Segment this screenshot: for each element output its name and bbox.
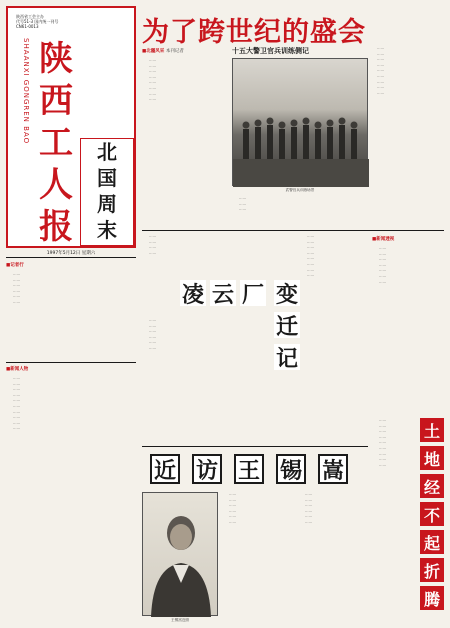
story3-body-2: …… …… …… …… …… …… [305, 492, 313, 524]
column-name-char: 国 [97, 166, 117, 190]
center-right-body: …… …… …… …… …… …… …… …… [307, 234, 315, 278]
headline-char: 折 [423, 561, 440, 581]
lead-body-right: …… …… …… …… …… …… …… …… …… [377, 46, 385, 95]
right-section-label: 新闻透视 [376, 237, 395, 242]
column-name-char: 北 [97, 140, 117, 164]
headline-char: 不 [423, 505, 440, 525]
story2-body-top: …… …… …… …… [149, 234, 157, 255]
square-bullet-icon: ■ [372, 237, 377, 242]
left-section-label-2: 新闻人物 [10, 367, 29, 372]
headline-char: 记 [275, 346, 298, 372]
divider [142, 446, 368, 447]
headline-char-box [318, 454, 348, 484]
headline-char-box [420, 558, 444, 582]
headline-char-box [274, 280, 300, 306]
lead-photo [232, 58, 368, 186]
right-section-tag [372, 236, 444, 244]
soldiers-photo-icon [233, 59, 369, 187]
column-tag [142, 48, 192, 56]
column-name-char: 末 [97, 218, 117, 242]
byline: 本刊记者 [165, 49, 184, 54]
column-tag-label: 北疆风采 [146, 49, 165, 54]
masthead-char: 陕 [39, 39, 73, 79]
headline-char-box [420, 502, 444, 526]
portrait-caption: 王锡嵩近照 [171, 618, 189, 622]
left-body-1: …… …… …… …… …… …… [13, 272, 21, 304]
story4-body: …… …… …… …… …… …… …… …… …… [379, 418, 387, 467]
headline-char: 云 [211, 282, 234, 308]
headline-char: 经 [423, 477, 440, 497]
headline-char: 王 [237, 457, 260, 484]
masthead-info-line: 陕西省工会主办 [16, 14, 44, 19]
headline-char-box [240, 280, 266, 306]
lead-subhead: 十五大警卫官兵训练侧记 [232, 47, 309, 55]
headline-char-box [274, 344, 300, 370]
headline-char-box [234, 454, 264, 484]
story4-headline [420, 418, 446, 618]
masthead-title [34, 38, 78, 248]
left-section-label: 记者行 [10, 263, 24, 268]
headline-char: 地 [423, 449, 440, 469]
headline-char-box [420, 446, 444, 470]
headline-char-box [192, 454, 222, 484]
column-name-box [80, 138, 134, 246]
lead-headline: 为了跨世纪的盛会 [142, 17, 366, 48]
story3-headline [146, 452, 366, 486]
right-body-1: …… …… …… …… …… …… …… [379, 246, 387, 284]
headline-char-box [274, 312, 300, 338]
headline-char-box [180, 280, 206, 306]
masthead-info-line: CN61-0013 [16, 24, 39, 29]
square-bullet-icon: ■ [6, 367, 11, 372]
headline-char-box [420, 418, 444, 442]
headline-char-box [420, 586, 444, 610]
headline-char: 起 [423, 533, 440, 553]
divider [142, 230, 444, 231]
headline-char: 近 [153, 457, 176, 484]
masthead-info [16, 14, 134, 38]
headline-char-box [420, 474, 444, 498]
headline-char: 变 [275, 282, 298, 308]
headline-char: 锡 [279, 457, 302, 484]
square-bullet-icon: ■ [6, 263, 11, 268]
masthead [6, 6, 136, 248]
masthead-pinyin: SHAANXI GONGREN BAO [22, 38, 30, 145]
left-section-tag [6, 262, 136, 270]
headline-char: 腾 [423, 589, 440, 609]
headline-char-box [420, 530, 444, 554]
masthead-char: 报 [39, 207, 73, 247]
story2-body-mid: …… …… …… …… …… …… [149, 318, 157, 350]
headline-char: 凌 [181, 282, 204, 308]
left-body-2: …… …… …… …… …… …… …… …… …… …… [13, 376, 21, 431]
headline-char: 嵩 [321, 457, 344, 484]
lead-photo-caption: 武警官兵训练场景 [285, 188, 315, 192]
issue-line: 1997年5月12日 星期六 [6, 250, 136, 258]
column-name-char: 周 [97, 192, 117, 216]
headline-char-box [276, 454, 306, 484]
headline-char: 厂 [241, 282, 264, 308]
story3-body-1: …… …… …… …… …… …… [229, 492, 237, 524]
headline-char-box [150, 454, 180, 484]
lead-body-center: …… …… …… [239, 196, 247, 212]
portrait-photo [142, 492, 218, 616]
divider [6, 362, 136, 363]
masthead-char: 西 [39, 81, 73, 121]
headline-char: 访 [195, 457, 218, 484]
headline-char: 土 [423, 421, 440, 441]
masthead-char: 人 [39, 165, 73, 205]
lead-body-left: …… …… …… …… …… …… …… …… [149, 58, 157, 102]
person-portrait-icon [143, 493, 219, 617]
headline-char-box [210, 280, 236, 306]
masthead-info-line: 代号51-3 国内统一刊号 [16, 19, 59, 24]
square-bullet-icon: ■ [142, 49, 147, 54]
masthead-char: 工 [39, 123, 73, 163]
headline-char: 迁 [275, 314, 298, 340]
left-section-tag-2 [6, 366, 136, 374]
